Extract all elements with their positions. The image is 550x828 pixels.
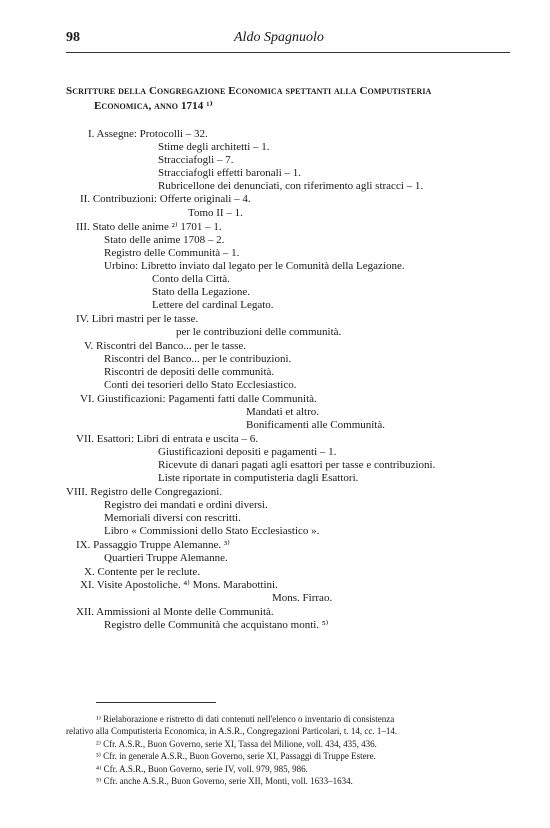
list-line: Urbino: Libretto inviato dal legato per le Comunità della Legazione. bbox=[104, 260, 405, 272]
list-line: Liste riportate in computisteria dagli Esattori. bbox=[158, 472, 359, 484]
list-line: Conti dei tesorieri dello Stato Ecclesiastico. bbox=[104, 379, 297, 391]
list-line: Ricevute di danari pagati agli esattori per tasse e contribuzioni. bbox=[158, 459, 436, 471]
footnote-line: relativo alla Computisteria Economica, in A.S.R., Congregazioni Particolari, t. 14, cc. 1–14. bbox=[66, 726, 398, 736]
list-line: IV. Libri mastri per le tasse. bbox=[76, 313, 199, 325]
list-line: VI. Giustificazioni: Pagamenti fatti dalle Communità. bbox=[80, 393, 317, 405]
list-line: I. Assegne: Protocolli – 32. bbox=[88, 128, 208, 140]
list-line: Bonificamenti alle Communità. bbox=[246, 419, 385, 431]
list-line: Registro dei mandati e ordini diversi. bbox=[104, 499, 268, 511]
list-line: XII. Ammissioni al Monte delle Communità. bbox=[76, 606, 274, 618]
footnote-line: ²⁾ Cfr. A.S.R., Buon Governo, serie XI, Tassa del Milione, voll. 434, 435, 436. bbox=[96, 739, 377, 749]
footnote-line: ³⁾ Cfr. in generale A.S.R., Buon Governo, serie XI, Passaggi di Truppe Estere. bbox=[96, 751, 376, 761]
list-line: Mons. Firrao. bbox=[272, 592, 333, 604]
list-line: Stime degli architetti – 1. bbox=[158, 141, 270, 153]
list-line: Memoriali diversi con rescritti. bbox=[104, 512, 241, 524]
list-line: per le contribuzioni delle communità. bbox=[176, 326, 342, 338]
list-line: Conto della Città. bbox=[152, 273, 230, 285]
list-line: Stato della Legazione. bbox=[152, 286, 251, 298]
section-title bbox=[66, 84, 516, 114]
list-line: VII. Esattori: Libri di entrata e uscita – 6. bbox=[76, 433, 259, 445]
list-line: Stracciafogli effetti baronali – 1. bbox=[158, 167, 302, 179]
running-head: Aldo Spagnuolo bbox=[234, 30, 324, 45]
list-line: Lettere del cardinal Legato. bbox=[152, 299, 274, 311]
list-line: X. Contente per le reclute. bbox=[84, 566, 201, 578]
page-number: 98 bbox=[66, 30, 80, 45]
list-line: Mandati et altro. bbox=[246, 406, 320, 418]
list-line: XI. Visite Apostoliche. ⁴⁾ Mons. Marabottini. bbox=[80, 579, 278, 591]
list-line: Riscontri de depositi delle communità. bbox=[104, 366, 275, 378]
list-line: Riscontri del Banco... per le contribuzioni. bbox=[104, 353, 292, 365]
section-title-line-1: Scritture della Congregazione Economica spettanti alla Computisteria bbox=[66, 85, 432, 97]
footnote-line: ¹⁾ Rielaborazione e ristretto di dati contenuti nell'elenco o inventario di consistenza bbox=[96, 714, 395, 724]
list-line: Tomo II – 1. bbox=[188, 207, 243, 219]
page-header bbox=[66, 30, 510, 48]
list-line: Stracciafogli – 7. bbox=[158, 154, 234, 166]
footnote-line: ⁵⁾ Cfr. anche A.S.R., Buon Governo, serie XII, Monti, voll. 1633–1634. bbox=[96, 776, 353, 786]
list-line: III. Stato delle anime ²⁾ 1701 – 1. bbox=[76, 221, 222, 233]
list-line: Libro « Commissioni dello Stato Ecclesiastico ». bbox=[104, 525, 320, 537]
list-line: II. Contribuzioni: Offerte originali – 4. bbox=[80, 193, 251, 205]
section-title-line-2: Economica, anno 1714 ¹⁾ bbox=[94, 100, 213, 112]
list-line: Rubricellone dei denunciati, con riferimento agli stracci – 1. bbox=[158, 180, 424, 192]
list-line: IX. Passaggio Truppe Alemanne. ³⁾ bbox=[76, 539, 230, 551]
list-line: Stato delle anime 1708 – 2. bbox=[104, 234, 225, 246]
list-line: Registro delle Communità – 1. bbox=[104, 247, 240, 259]
list-line: Quartieri Truppe Alemanne. bbox=[104, 552, 228, 564]
header-rule bbox=[66, 52, 510, 53]
list-line: V. Riscontri del Banco... per le tasse. bbox=[84, 340, 247, 352]
footnote-rule bbox=[96, 702, 216, 703]
list-line: VIII. Registro delle Congregazioni. bbox=[66, 486, 223, 498]
list-line: Registro delle Communità che acquistano monti. ⁵⁾ bbox=[104, 619, 329, 631]
list-line: Giustificazioni depositi e pagamenti – 1. bbox=[158, 446, 337, 458]
footnote-line: ⁴⁾ Cfr. A.S.R., Buon Governo, serie IV, voll. 979, 985, 986. bbox=[96, 764, 308, 774]
